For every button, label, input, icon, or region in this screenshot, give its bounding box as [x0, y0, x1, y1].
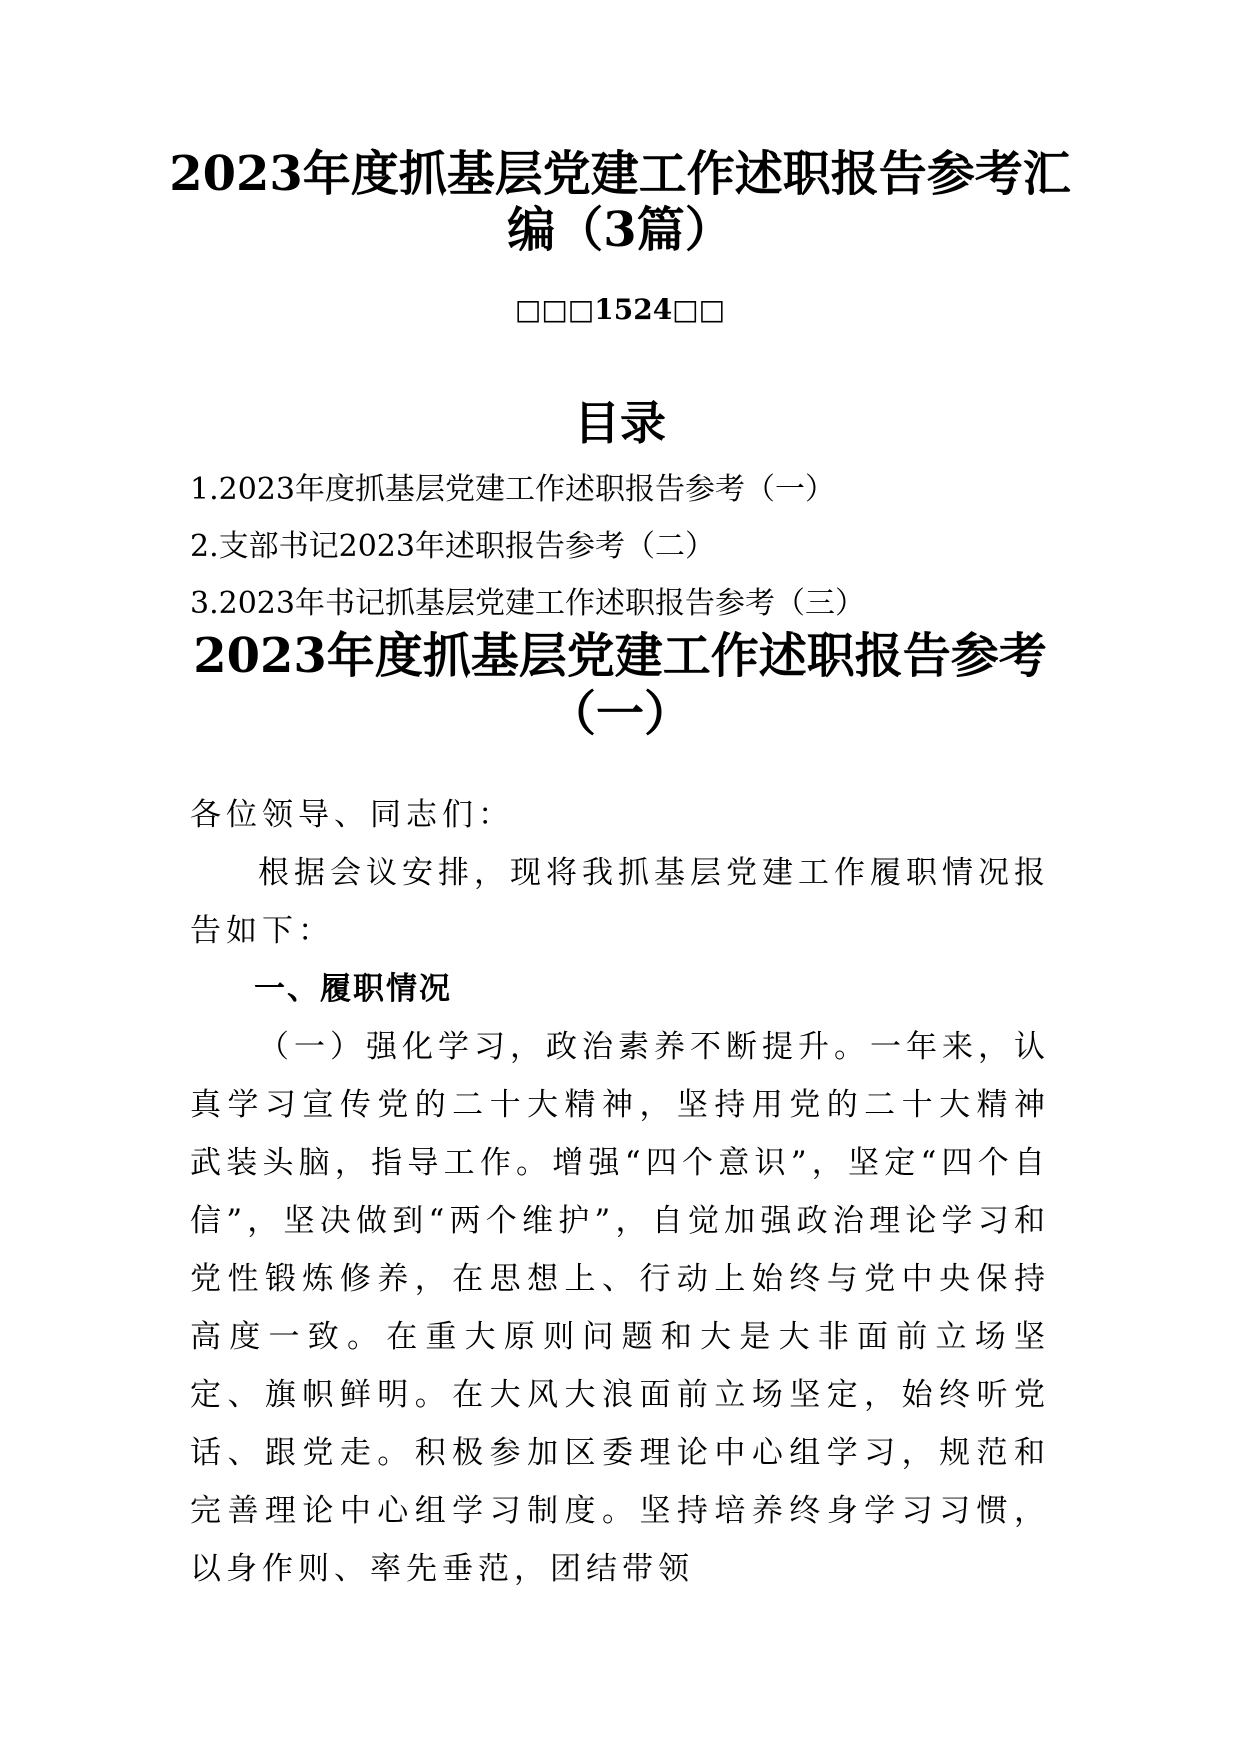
document-title-line-1: 2023年度抓基层党建工作述职报告参考汇 — [169, 146, 1071, 202]
toc-item: 2.支部书记2023年述职报告参考（二） — [190, 529, 715, 564]
toc-heading: 目录 — [574, 396, 666, 450]
toc-item: 3.2023年书记抓基层党建工作述职报告参考（三） — [190, 586, 865, 621]
section-title-line-2: （一） — [547, 686, 692, 742]
toc-item: 1.2023年度抓基层党建工作述职报告参考（一） — [190, 472, 835, 507]
document-title-line-2: 编（3篇） — [507, 202, 733, 258]
section-heading: 一、履职情况 — [254, 971, 452, 1007]
intro-paragraph: 根据会议安排，现将我抓基层党建工作履职情况报告如下： — [190, 855, 1050, 949]
document-subtitle: □□□1524□□ — [514, 293, 726, 326]
section-title-line-1: 2023年度抓基层党建工作述职报告参考 — [193, 628, 1047, 684]
salutation: 各位领导、同志们： — [190, 797, 514, 833]
document-body — [190, 786, 1050, 1598]
body-paragraph: （一）强化学习，政治素养不断提升。一年来，认真学习宣传党的二十大精神，坚持用党的二十大精神武装头脑，指导工作。增强“四个意识”，坚定“四个自信”，坚决做到“两个维护”，自觉加强政治理论学习和党性锻炼修养，在思想上、行动上始终与党中央保持高度一致。在重大原则问题和大是大非面前立场坚定、旗帜鲜明。在大风大浪面前立场坚定，始终听党话、跟党走。积极参加区委理论中心组学习，规范和完善理论中心组学习制度。坚持培养终身学习习惯，以身作则、率先垂范，团结带领 — [190, 1029, 1050, 1587]
